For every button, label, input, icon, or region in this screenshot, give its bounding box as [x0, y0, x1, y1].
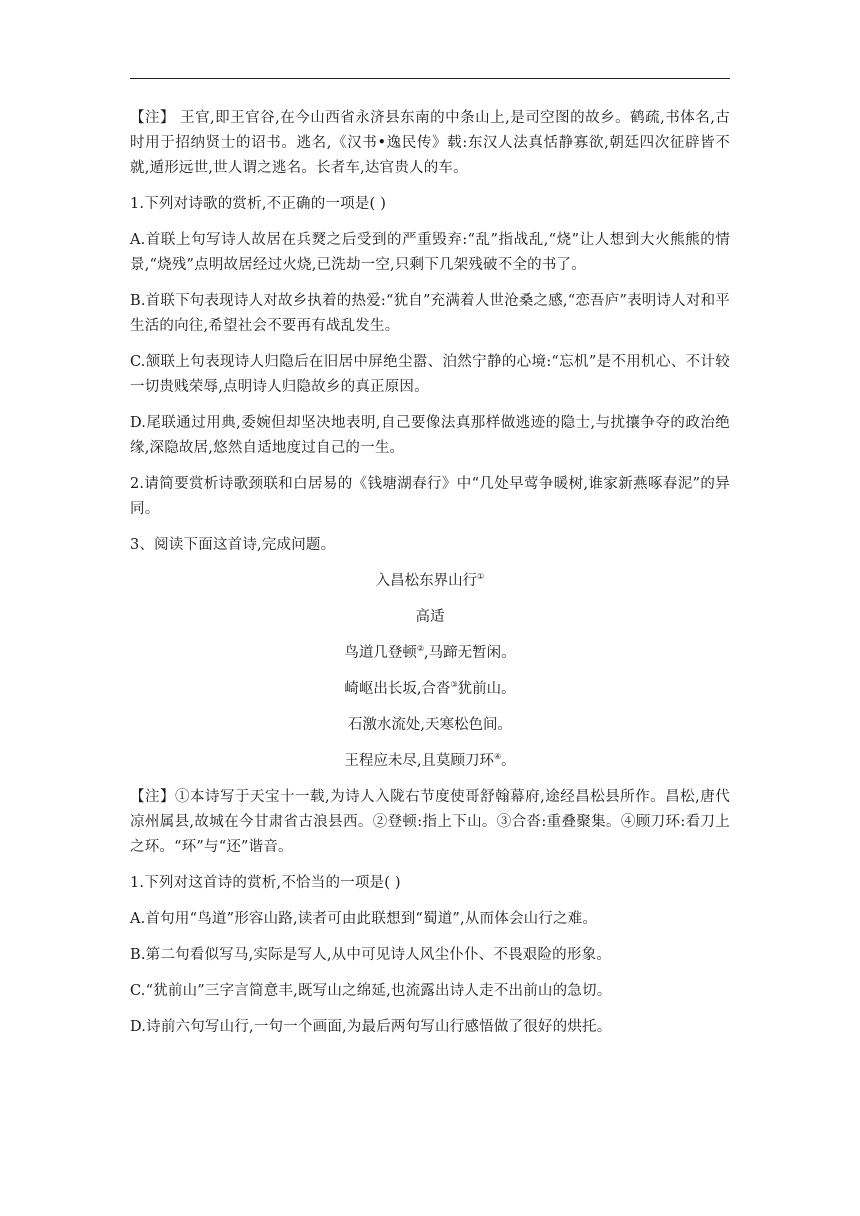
question-3-option-a: A.首句用“鸟道”形容山路,读者可由此联想到“蜀道”,从而体会山行之难。	[130, 911, 598, 927]
footnote-marker: ①	[477, 572, 485, 581]
question-1-option-c: C.颔联上句表现诗人归隐后在旧居中屏绝尘嚣、泊然宁静的心境:“忘机”是不用机心、不计较一切贵贱荣辱,点明诗人归隐故乡的真正原因。	[130, 354, 730, 395]
header-rule	[130, 78, 730, 79]
note-poem: 【注】①本诗写于天宝十一载,为诗人入陇右节度使哥舒翰幕府,途经昌松县所作。昌松,唐代凉州属县,故城在今甘肃省古浪县西。②登顿:指上下山。③合沓:重叠聚集。④顾刀环:看刀上之环。“环”与“还”谐音。	[130, 789, 730, 855]
footnote-marker: ②	[416, 644, 425, 653]
footnote-marker: ③	[450, 680, 458, 689]
question-1-option-a: A.首联上句写诗人故居在兵燹之后受到的严重毁弃:“乱”指战乱,“烧”让人想到大火熊熊的情景,“烧残”点明故居经过火烧,已洗劫一空,只剩下几架残破不全的书了。	[130, 232, 730, 273]
poem-title: 入昌松东界山行①	[375, 572, 485, 589]
question-1-option-d: D.尾联通过用典,委婉但却坚决地表明,自己要像法真那样做逃迹的隐士,与扰攘争夺的政治绝缘,深隐故居,悠然自适地度过自己的一生。	[130, 415, 730, 456]
question-3-stem: 1.下列对这首诗的赏析,不恰当的一项是( )	[130, 875, 401, 891]
poem-line: 鸟道几登顿②,马蹄无暂闲。	[344, 644, 516, 661]
question-1-stem: 1.下列对诗歌的赏析,不正确的一项是( )	[130, 196, 387, 212]
question-3-option-c: C.“犹前山”三字言简意丰,既写山之绵延,也流露出诗人走不出前山的急切。	[130, 983, 612, 999]
document-body	[130, 106, 730, 1051]
poem-line: 王程应未尽,且莫顾刀环④。	[344, 752, 516, 769]
question-3-option-b: B.第二句看似写马,实际是写人,从中可见诗人风尘仆仆、不畏艰险的形象。	[130, 947, 611, 963]
footnote-marker: ④	[493, 752, 502, 761]
question-3-option-d: D.诗前六句写山行,一句一个画面,为最后两句写山行感悟做了很好的烘托。	[130, 1019, 612, 1035]
poem-line: 石激水流处,天寒松色间。	[347, 717, 513, 733]
poem-author: 高适	[415, 609, 445, 625]
question-2: 2.请简要赏析诗歌颈联和白居易的《钱塘湖春行》中“几处早莺争暖树,谁家新燕啄春泥”的异同。	[130, 476, 730, 517]
poem-line: 崎岖出长坂,合沓③犹前山。	[344, 680, 516, 697]
question-1-option-b: B.首联下句表现诗人对故乡执着的热爱:“犹自”充满着人世沧桑之感,“恋吾庐”表明诗人对和平生活的向往,希望社会不要再有战乱发生。	[130, 293, 730, 334]
note-wangguan: 【注】 王官,即王官谷,在今山西省永济县东南的中条山上,是司空图的故乡。鹤疏,书体名,古时用于招纳贤士的诏书。逃名,《汉书•逸民传》载:东汉人法真恬静寡欲,朝廷四次征辟皆不就,遁形远世,世人谓之逃名。长者车,达官贵人的车。	[130, 110, 730, 176]
section-3-heading: 3、阅读下面这首诗,完成问题。	[130, 537, 336, 553]
